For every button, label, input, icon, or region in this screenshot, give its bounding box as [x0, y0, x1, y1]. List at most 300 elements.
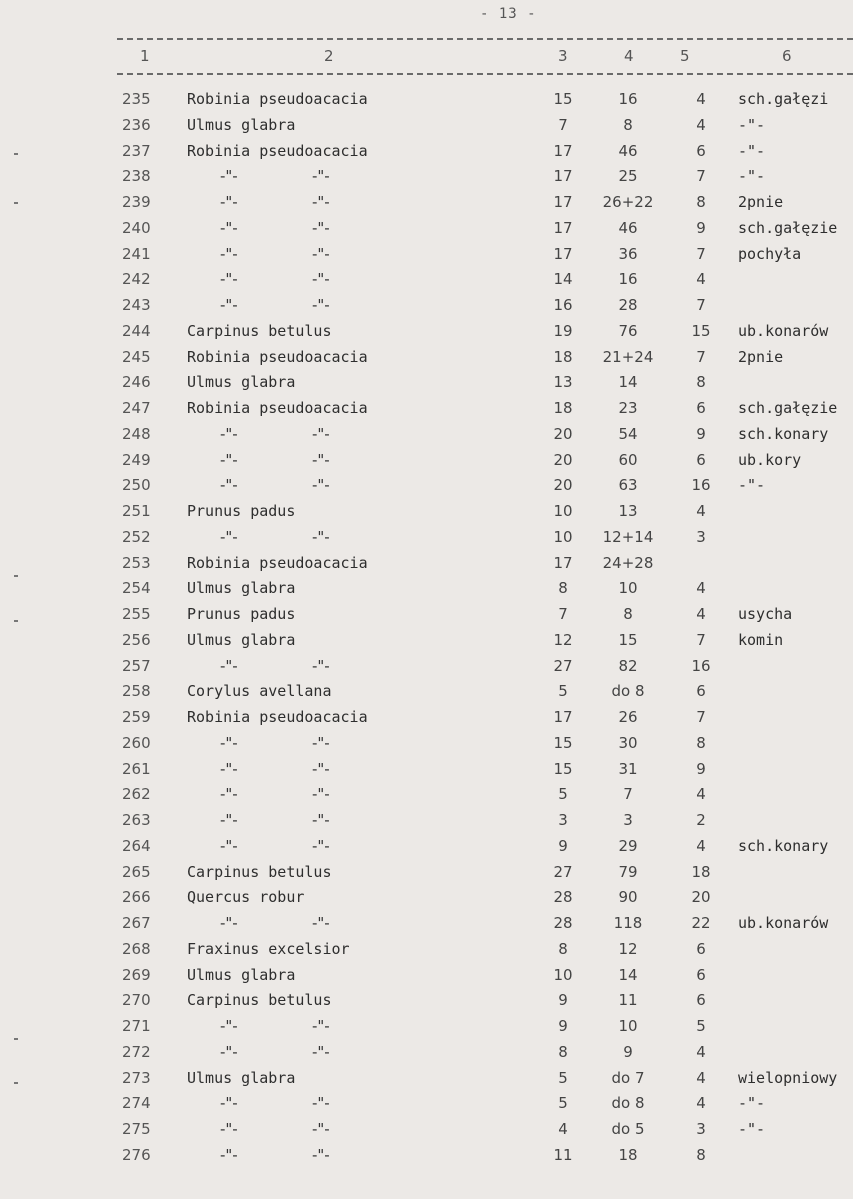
column-3-value: 28 — [553, 888, 573, 906]
column-3-value: 5 — [558, 1094, 568, 1112]
ditto-mark-genus: -"- — [220, 1017, 238, 1035]
ditto-mark-species: -"- — [312, 914, 330, 932]
table-row — [0, 348, 853, 374]
row-number: 235 — [122, 90, 151, 108]
column-3-value: 7 — [558, 605, 568, 623]
row-number: 275 — [122, 1120, 151, 1138]
column-3-value: 14 — [553, 270, 573, 288]
column-5-value: 9 — [696, 760, 706, 778]
table-row — [0, 863, 853, 889]
ditto-mark-species: -"- — [312, 296, 330, 314]
ditto-mark-genus: -"- — [220, 837, 238, 855]
ditto-mark-species: -"- — [312, 528, 330, 546]
species-name: Prunus padus — [187, 502, 296, 520]
species-name: Robinia pseudoacacia — [187, 708, 368, 726]
species-name: Ulmus glabra — [187, 1069, 296, 1087]
row-number: 258 — [122, 682, 151, 700]
column-4-value: 31 — [618, 760, 638, 778]
column-4-value: 118 — [613, 914, 643, 932]
column-4-value: 29 — [618, 837, 638, 855]
column-5-value: 6 — [696, 966, 706, 984]
row-number: 246 — [122, 373, 151, 391]
row-number: 272 — [122, 1043, 151, 1061]
species-name: Fraxinus excelsior — [187, 940, 350, 958]
column-header-3: 3 — [558, 47, 568, 65]
column-4-value: 28 — [618, 296, 638, 314]
species-name: Quercus robur — [187, 888, 305, 906]
row-number: 268 — [122, 940, 151, 958]
table-row — [0, 399, 853, 425]
table-row — [0, 502, 853, 528]
column-3-value: 9 — [558, 1017, 568, 1035]
ditto-mark-genus: -"- — [220, 476, 238, 494]
column-5-value: 9 — [696, 425, 706, 443]
margin-mark — [14, 1038, 18, 1040]
row-number: 254 — [122, 579, 151, 597]
column-5-value: 8 — [696, 1146, 706, 1164]
row-number: 255 — [122, 605, 151, 623]
row-number: 243 — [122, 296, 151, 314]
column-header-5: 5 — [680, 47, 690, 65]
column-3-value: 13 — [553, 373, 573, 391]
column-3-value: 8 — [558, 579, 568, 597]
column-4-value: 14 — [618, 966, 638, 984]
species-name: Robinia pseudoacacia — [187, 348, 368, 366]
margin-mark — [14, 575, 18, 577]
column-5-value: 6 — [696, 142, 706, 160]
row-number: 237 — [122, 142, 151, 160]
species-name: Prunus padus — [187, 605, 296, 623]
column-4-value: 3 — [623, 811, 633, 829]
table-row — [0, 1043, 853, 1069]
table-row — [0, 116, 853, 142]
column-4-value: 16 — [618, 90, 638, 108]
column-5-value: 8 — [696, 373, 706, 391]
row-number: 261 — [122, 760, 151, 778]
column-5-value: 9 — [696, 219, 706, 237]
column-4-value: 13 — [618, 502, 638, 520]
ditto-mark-species: -"- — [312, 1120, 330, 1138]
column-3-value: 4 — [558, 1120, 568, 1138]
column-4-value: 26+22 — [602, 193, 654, 211]
column-5-value: 4 — [696, 785, 706, 803]
species-name: Carpinus betulus — [187, 322, 332, 340]
table-row — [0, 451, 853, 477]
remark: -"- — [738, 116, 766, 134]
column-5-value: 4 — [696, 579, 706, 597]
column-3-value: 5 — [558, 682, 568, 700]
ditto-mark-species: -"- — [312, 1146, 330, 1164]
row-number: 238 — [122, 167, 151, 185]
table-row — [0, 245, 853, 271]
column-3-value: 20 — [553, 451, 573, 469]
column-5-value: 6 — [696, 451, 706, 469]
column-4-value: 8 — [623, 116, 633, 134]
ditto-mark-genus: -"- — [220, 193, 238, 211]
row-number: 241 — [122, 245, 151, 263]
species-name: Corylus avellana — [187, 682, 332, 700]
header-rule — [117, 73, 853, 75]
column-4-value: 10 — [618, 579, 638, 597]
ditto-mark-species: -"- — [312, 657, 330, 675]
species-name: Ulmus glabra — [187, 116, 296, 134]
ditto-mark-genus: -"- — [220, 657, 238, 675]
ditto-mark-species: -"- — [312, 734, 330, 752]
table-row — [0, 476, 853, 502]
ditto-mark-species: -"- — [312, 476, 330, 494]
table-row — [0, 528, 853, 554]
remark: -"- — [738, 1094, 766, 1112]
ditto-mark-species: -"- — [312, 193, 330, 211]
margin-mark — [14, 153, 18, 155]
species-name: Ulmus glabra — [187, 966, 296, 984]
column-5-value: 18 — [691, 863, 711, 881]
column-3-value: 12 — [553, 631, 573, 649]
species-name: Robinia pseudoacacia — [187, 399, 368, 417]
column-5-value: 7 — [696, 348, 706, 366]
ditto-mark-species: -"- — [312, 1094, 330, 1112]
remark: 2pnie — [738, 193, 784, 211]
row-number: 256 — [122, 631, 151, 649]
row-number: 247 — [122, 399, 151, 417]
row-number: 259 — [122, 708, 151, 726]
table-row — [0, 888, 853, 914]
table-row — [0, 785, 853, 811]
row-number: 270 — [122, 991, 151, 1009]
column-3-value: 15 — [553, 734, 573, 752]
margin-mark — [14, 1082, 18, 1084]
column-3-value: 8 — [558, 940, 568, 958]
column-4-value: 63 — [618, 476, 638, 494]
column-4-value: 16 — [618, 270, 638, 288]
ditto-mark-genus: -"- — [220, 167, 238, 185]
row-number: 253 — [122, 554, 151, 572]
row-number: 273 — [122, 1069, 151, 1087]
column-3-value: 17 — [553, 245, 573, 263]
ditto-mark-genus: -"- — [220, 528, 238, 546]
column-4-value: do 5 — [611, 1120, 645, 1138]
column-3-value: 11 — [553, 1146, 573, 1164]
table-row — [0, 373, 853, 399]
table-row — [0, 1017, 853, 1043]
table-row — [0, 296, 853, 322]
column-4-value: 11 — [618, 991, 638, 1009]
column-4-value: 54 — [618, 425, 638, 443]
row-number: 251 — [122, 502, 151, 520]
column-4-value: 18 — [618, 1146, 638, 1164]
ditto-mark-genus: -"- — [220, 785, 238, 803]
column-3-value: 5 — [558, 1069, 568, 1087]
column-3-value: 10 — [553, 502, 573, 520]
table-row — [0, 760, 853, 786]
remark: -"- — [738, 167, 766, 185]
column-3-value: 20 — [553, 476, 573, 494]
column-3-value: 18 — [553, 348, 573, 366]
column-3-value: 10 — [553, 528, 573, 546]
column-5-value: 6 — [696, 940, 706, 958]
column-5-value: 4 — [696, 1094, 706, 1112]
column-3-value: 17 — [553, 142, 573, 160]
column-5-value: 8 — [696, 193, 706, 211]
ditto-mark-genus: -"- — [220, 1094, 238, 1112]
table-row — [0, 425, 853, 451]
column-3-value: 27 — [553, 863, 573, 881]
ditto-mark-species: -"- — [312, 1017, 330, 1035]
column-5-value: 3 — [696, 1120, 706, 1138]
row-number: 248 — [122, 425, 151, 443]
row-number: 240 — [122, 219, 151, 237]
column-4-value: 9 — [623, 1043, 633, 1061]
row-number: 274 — [122, 1094, 151, 1112]
ditto-mark-genus: -"- — [220, 425, 238, 443]
table-row — [0, 837, 853, 863]
table-row — [0, 811, 853, 837]
top-rule — [117, 38, 853, 40]
column-5-value: 20 — [691, 888, 711, 906]
column-5-value: 6 — [696, 399, 706, 417]
ditto-mark-genus: -"- — [220, 1120, 238, 1138]
column-4-value: 30 — [618, 734, 638, 752]
ditto-mark-species: -"- — [312, 425, 330, 443]
column-3-value: 9 — [558, 837, 568, 855]
column-3-value: 17 — [553, 193, 573, 211]
row-number: 260 — [122, 734, 151, 752]
column-5-value: 7 — [696, 631, 706, 649]
column-3-value: 5 — [558, 785, 568, 803]
table-row — [0, 991, 853, 1017]
column-3-value: 8 — [558, 1043, 568, 1061]
remark: usycha — [738, 605, 793, 623]
ditto-mark-genus: -"- — [220, 245, 238, 263]
species-name: Robinia pseudoacacia — [187, 554, 368, 572]
remark: wielopniowy — [738, 1069, 838, 1087]
ditto-mark-genus: -"- — [220, 296, 238, 314]
row-number: 236 — [122, 116, 151, 134]
remark: ub.kory — [738, 451, 802, 469]
column-4-value: 90 — [618, 888, 638, 906]
column-3-value: 7 — [558, 116, 568, 134]
table-row — [0, 270, 853, 296]
ditto-mark-genus: -"- — [220, 1146, 238, 1164]
table-row — [0, 1120, 853, 1146]
column-header-6: 6 — [782, 47, 792, 65]
column-4-value: 21+24 — [602, 348, 654, 366]
row-number: 266 — [122, 888, 151, 906]
page-number: - 13 - — [480, 6, 537, 22]
column-3-value: 17 — [553, 554, 573, 572]
remark: -"- — [738, 1120, 766, 1138]
table-row — [0, 167, 853, 193]
column-4-value: 26 — [618, 708, 638, 726]
column-3-value: 10 — [553, 966, 573, 984]
ditto-mark-species: -"- — [312, 837, 330, 855]
table-row — [0, 90, 853, 116]
table-row — [0, 219, 853, 245]
ditto-mark-species: -"- — [312, 451, 330, 469]
column-5-value: 4 — [696, 90, 706, 108]
column-3-value: 27 — [553, 657, 573, 675]
column-5-value: 7 — [696, 245, 706, 263]
column-3-value: 17 — [553, 167, 573, 185]
ditto-mark-genus: -"- — [220, 811, 238, 829]
table-row — [0, 193, 853, 219]
column-5-value: 7 — [696, 167, 706, 185]
row-number: 252 — [122, 528, 151, 546]
ditto-mark-genus: -"- — [220, 734, 238, 752]
table-row — [0, 708, 853, 734]
remark: ub.konarów — [738, 322, 829, 340]
column-3-value: 16 — [553, 296, 573, 314]
ditto-mark-genus: -"- — [220, 270, 238, 288]
remark: sch.konary — [738, 425, 829, 443]
remark: ub.konarów — [738, 914, 829, 932]
species-name: Ulmus glabra — [187, 579, 296, 597]
remark: sch.gałęzi — [738, 90, 829, 108]
table-row — [0, 631, 853, 657]
row-number: 264 — [122, 837, 151, 855]
remark: sch.konary — [738, 837, 829, 855]
ditto-mark-species: -"- — [312, 245, 330, 263]
row-number: 267 — [122, 914, 151, 932]
margin-mark — [14, 620, 18, 622]
column-4-value: do 7 — [611, 1069, 645, 1087]
column-5-value: 16 — [691, 476, 711, 494]
remark: -"- — [738, 142, 766, 160]
ditto-mark-species: -"- — [312, 785, 330, 803]
column-3-value: 3 — [558, 811, 568, 829]
ditto-mark-species: -"- — [312, 760, 330, 778]
remark: -"- — [738, 476, 766, 494]
column-4-value: 10 — [618, 1017, 638, 1035]
row-number: 276 — [122, 1146, 151, 1164]
column-5-value: 4 — [696, 502, 706, 520]
column-5-value: 3 — [696, 528, 706, 546]
remark: 2pnie — [738, 348, 784, 366]
species-name: Ulmus glabra — [187, 631, 296, 649]
table-row — [0, 1094, 853, 1120]
column-5-value: 22 — [691, 914, 711, 932]
ditto-mark-species: -"- — [312, 1043, 330, 1061]
column-4-value: do 8 — [611, 682, 645, 700]
table-row — [0, 554, 853, 580]
ditto-mark-genus: -"- — [220, 451, 238, 469]
species-name: Robinia pseudoacacia — [187, 142, 368, 160]
column-4-value: 7 — [623, 785, 633, 803]
row-number: 262 — [122, 785, 151, 803]
column-4-value: 23 — [618, 399, 638, 417]
column-4-value: 12 — [618, 940, 638, 958]
row-number: 265 — [122, 863, 151, 881]
row-number: 257 — [122, 657, 151, 675]
column-5-value: 5 — [696, 1017, 706, 1035]
row-number: 271 — [122, 1017, 151, 1035]
column-4-value: 12+14 — [602, 528, 654, 546]
ditto-mark-species: -"- — [312, 167, 330, 185]
column-4-value: 36 — [618, 245, 638, 263]
column-3-value: 9 — [558, 991, 568, 1009]
table-row — [0, 579, 853, 605]
column-4-value: 15 — [618, 631, 638, 649]
ditto-mark-species: -"- — [312, 811, 330, 829]
ditto-mark-species: -"- — [312, 270, 330, 288]
column-3-value: 19 — [553, 322, 573, 340]
table-row — [0, 914, 853, 940]
table-row — [0, 605, 853, 631]
row-number: 263 — [122, 811, 151, 829]
column-5-value: 4 — [696, 1043, 706, 1061]
column-5-value: 6 — [696, 682, 706, 700]
ditto-mark-genus: -"- — [220, 914, 238, 932]
table-row — [0, 682, 853, 708]
table-row — [0, 657, 853, 683]
column-4-value: do 8 — [611, 1094, 645, 1112]
column-3-value: 28 — [553, 914, 573, 932]
remark: pochyła — [738, 245, 802, 263]
column-5-value: 6 — [696, 991, 706, 1009]
table-row — [0, 1069, 853, 1095]
column-5-value: 7 — [696, 296, 706, 314]
margin-mark — [14, 202, 18, 204]
column-5-value: 4 — [696, 605, 706, 623]
table-row — [0, 966, 853, 992]
column-5-value: 4 — [696, 1069, 706, 1087]
species-name: Robinia pseudoacacia — [187, 90, 368, 108]
row-number: 269 — [122, 966, 151, 984]
column-3-value: 20 — [553, 425, 573, 443]
ditto-mark-species: -"- — [312, 219, 330, 237]
column-4-value: 82 — [618, 657, 638, 675]
column-4-value: 46 — [618, 142, 638, 160]
column-4-value: 60 — [618, 451, 638, 469]
column-header-1: 1 — [140, 47, 150, 65]
column-5-value: 2 — [696, 811, 706, 829]
column-4-value: 76 — [618, 322, 638, 340]
table-row — [0, 940, 853, 966]
column-3-value: 15 — [553, 90, 573, 108]
column-5-value: 4 — [696, 837, 706, 855]
row-number: 244 — [122, 322, 151, 340]
column-4-value: 24+28 — [602, 554, 654, 572]
column-header-4: 4 — [624, 47, 634, 65]
table-row — [0, 734, 853, 760]
column-5-value: 15 — [691, 322, 711, 340]
row-number: 245 — [122, 348, 151, 366]
column-4-value: 25 — [618, 167, 638, 185]
column-4-value: 46 — [618, 219, 638, 237]
column-3-value: 17 — [553, 219, 573, 237]
column-3-value: 15 — [553, 760, 573, 778]
column-header-2: 2 — [324, 47, 334, 65]
column-4-value: 79 — [618, 863, 638, 881]
table-row — [0, 322, 853, 348]
column-3-value: 17 — [553, 708, 573, 726]
ditto-mark-genus: -"- — [220, 1043, 238, 1061]
remark: komin — [738, 631, 784, 649]
column-5-value: 4 — [696, 270, 706, 288]
row-number: 249 — [122, 451, 151, 469]
ditto-mark-genus: -"- — [220, 760, 238, 778]
table-row — [0, 142, 853, 168]
species-name: Carpinus betulus — [187, 863, 332, 881]
column-5-value: 4 — [696, 116, 706, 134]
remark: sch.gałęzie — [738, 219, 838, 237]
row-number: 250 — [122, 476, 151, 494]
column-4-value: 8 — [623, 605, 633, 623]
row-number: 239 — [122, 193, 151, 211]
row-number: 242 — [122, 270, 151, 288]
table-row — [0, 1146, 853, 1172]
column-5-value: 16 — [691, 657, 711, 675]
